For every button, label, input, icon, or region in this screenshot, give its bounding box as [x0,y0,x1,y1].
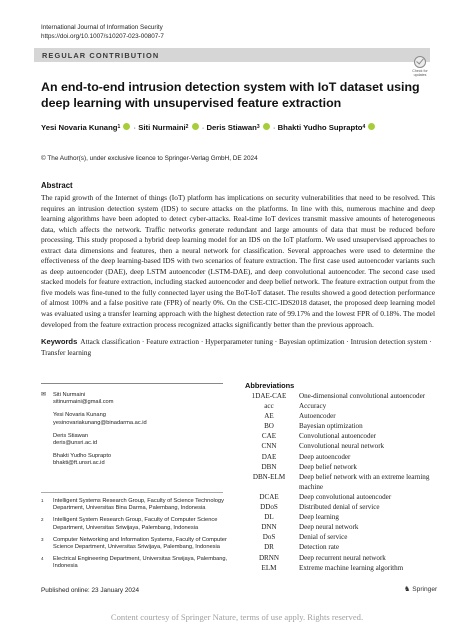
abbreviation-row [243,452,439,462]
correspondence-name: Siti Nurmaini [53,392,86,398]
orcid-icon[interactable] [123,123,130,130]
author-affiliation-ref: 1 [117,124,121,130]
abbreviation-row [243,502,439,512]
abbreviation-term: CNN [261,442,277,451]
check-updates-icon [414,56,426,68]
affiliation [41,498,231,512]
abbreviation-definition: Autoencoder [299,412,336,421]
abbreviation-definition: Deep autoencoder [299,452,351,461]
abbreviation-term: DBN-ELM [252,472,286,481]
abbreviation-row [243,391,439,401]
abbreviation-term: BO [264,422,274,431]
abbreviation-definition: Extreme machine learning algorithm [299,563,404,572]
orcid-icon[interactable] [263,123,270,130]
abbreviation-row [243,472,439,492]
publisher-name: Springer [412,586,438,593]
abbreviation-definition: Convolutional neural network [299,442,385,451]
abbreviation-definition: Bayesian optimization [299,422,363,431]
affiliation-text: Computer Networking and Information Systems, Faculty of Computer Science Department, Universitas Sriwijaya, Palembang, Indonesia [53,536,227,551]
orcid-icon[interactable] [192,123,199,130]
check-updates-label: Check for updates [412,69,428,78]
abbreviation-term: AE [264,412,274,421]
abbreviation-term: CAE [261,432,277,441]
abbreviation-row [243,492,439,502]
author-name[interactable]: Deris Stiawan [206,123,257,132]
abbreviation-row [243,563,439,573]
abbreviation-row [243,542,439,552]
correspondence-entry [53,453,223,467]
abbreviation-definition: Deep belief network with an extreme learning machine [299,472,430,491]
author-name[interactable]: Siti Nurmaini [138,123,186,132]
affiliation [41,556,231,570]
abbreviation-term: DoS [262,533,276,542]
affiliation-text: Intelligent Systems Research Group, Faculty of Science Technology Department, Universitas Bina Darma, Palembang, Indonesia [53,498,224,512]
abbreviation-row [243,532,439,542]
abbreviation-row [243,441,439,451]
publisher-logo [404,585,437,593]
published-date: Published online: 23 January 2024 [41,587,140,594]
abbreviation-term: 1DAE-CAE [251,392,287,400]
divider [41,383,223,384]
paper-title: An end-to-end intrusion detection system with IoT dataset using deep learning with unsupervised feature extraction [41,80,420,110]
abbreviation-row [243,401,439,411]
abbreviation-definition: Detection rate [299,543,339,552]
abbreviations-table [243,381,439,573]
abbreviation-term: DR [264,543,274,552]
abbreviation-definition: Deep recurrent neural network [299,553,386,562]
contribution-type: REGULAR CONTRIBUTION [42,51,160,60]
check-for-updates-button[interactable] [408,56,432,78]
author-separator: · [272,123,276,132]
abbreviations-heading: Abbreviations [245,381,295,390]
abbreviation-row [243,411,439,421]
journal-header [41,24,401,41]
correspondence-entry [53,412,223,426]
keywords-label: Keywords [41,337,78,346]
abbreviation-row [243,553,439,563]
author-affiliation-ref: 2 [185,124,189,130]
abbreviation-definition: Denial of service [299,533,348,542]
springer-horse-icon: ♞ [404,586,411,593]
abbreviation-row [243,421,439,431]
abstract-heading: Abstract [41,181,73,190]
correspondence-email[interactable]: deris@unsri.ac.id [53,440,98,447]
correspondence-entry [41,392,223,406]
footer-notice: Content courtesy of Springer Nature, terms of use apply. Rights reserved. [110,612,364,622]
abbreviation-term: acc [264,402,274,411]
abbreviation-term: DDoS [260,503,278,512]
correspondence-block [41,392,223,474]
correspondence-email[interactable]: yesinovariakunang@binadarma.ac.id [53,419,147,426]
abbreviation-term: DCAE [259,492,279,501]
author-separator: · [201,123,205,132]
author-affiliation-ref: 3 [256,124,260,130]
abbreviation-row [243,431,439,441]
affiliation-number: 4 [41,556,44,562]
correspondence-name: Deris Stiawan [53,432,89,439]
abbreviation-definition: Accuracy [299,402,327,411]
author-separator: · [133,123,137,132]
affiliation-number: 1 [41,498,44,503]
correspondence-name: Yesi Novaria Kunang [53,412,106,419]
abstract-text: The rapid growth of the Internet of things (IoT) platform has implications on security vulnerabilities that need to be resolved. This requires an intrusion detection system (IDS) to secure attacks on the platforms. In line with this, numerous machine and deep learning algorithms have been adopted to detect cyber-attacks. Real-time IoT devices transmit massive amounts of heterogeneous data, which affects the network. Traffic networks generate redundant and large amounts of data that must be reduced before processing. This study proposed a hybrid deep learning model for an IDS on the IoT platform. We used unsupervised approaches to extract data dimensions and features, then a neural network for classification. Several approaches were used to determine the effectiveness of the deep learning-based IDS with two scenarios of feature extraction. The first case used autoencoder variants such as deep autoencoder (DAE), deep LSTM autoencoder (LSTM-DAE), and deep convolutional autoencoder. The second case used stacked models for feature extraction, including stacked autoencoder and deep belief network. The feature extraction output from the five models was fine-tuned to the fully connected layer using the BoT-IoT dataset. The results showed a good detection performance of almost 100% and a false positive rate (FPR) of nearly 0%. On the CSE-CIC-IDS2018 dataset, the proposed deep learning model was evaluated using a transfer learning approach with the highest detection rate of 99.17% and the lowest FPR of 0.18%. The model developed from the feature extraction process recognized attacks significantly better than the previous approach. [41,193,435,329]
keywords [41,337,435,358]
abbreviation-row [243,462,439,472]
abbreviation-definition: Distributed denial of service [299,503,380,512]
abbreviation-definition: Deep convolutional autoencoder [299,492,392,501]
affiliation-number: 3 [41,536,44,542]
journal-name: International Journal of Information Security [41,24,163,31]
author-name[interactable]: Yesi Novaria Kunang [41,123,118,132]
author-list [41,123,431,133]
affiliation [41,537,231,551]
keywords-text: Attack classification · Feature extraction · Hyperparameter tuning · Bayesian optimization · Intrusion detection system · Transfer learning [41,337,432,357]
affiliation [41,517,231,531]
abbreviation-term: DL [264,513,274,522]
author-affiliation-ref: 4 [362,124,366,130]
abbreviation-term: DRNN [258,553,280,562]
abbreviation-definition: Deep belief network [299,462,357,471]
abbreviation-definition: Deep neural network [299,523,359,532]
abbreviation-definition: One-dimensional convolutional autoencoder [299,392,426,400]
abbreviation-term: DNN [261,523,277,532]
envelope-icon: ✉ [41,392,47,398]
orcid-icon[interactable] [368,123,375,130]
abbreviation-row [243,522,439,532]
abbreviation-definition: Convolutional autoencoder [299,432,377,441]
author-name[interactable]: Bhakti Yudho Suprapto [277,123,363,132]
doi-link[interactable]: https://doi.org/10.1007/s10207-023-00807-7 [41,32,164,40]
affiliation-number: 2 [41,517,44,523]
correspondence-name: Bhakti Yudho Suprapto [53,453,112,460]
divider [41,492,223,493]
affiliation-text: Intelligent System Research Group, Faculty of Computer Science Department, Universitas Sriwijaya, Palembang, Indonesia [53,517,218,531]
affiliations-block [41,498,231,576]
abbreviation-term: DBN [261,462,277,471]
abbreviations-list [243,391,439,573]
correspondence-entry [53,433,223,447]
abbreviation-term: ELM [261,563,277,572]
correspondence-email[interactable]: bhakti@ft.unsri.ac.id [53,460,105,467]
affiliation-text: Electrical Engineering Department, Universitas Srwijaya, Palembang, Indonesia [53,556,228,570]
correspondence-email[interactable]: sitinurmaini@gmail.com [53,399,114,406]
abbreviation-term: DAE [261,452,277,461]
abbreviation-definition: Deep learning [299,513,339,522]
abbreviation-row [243,512,439,522]
copyright-notice: © The Author(s), under exclusive licence to Springer-Verlag GmbH, DE 2024 [41,155,258,162]
